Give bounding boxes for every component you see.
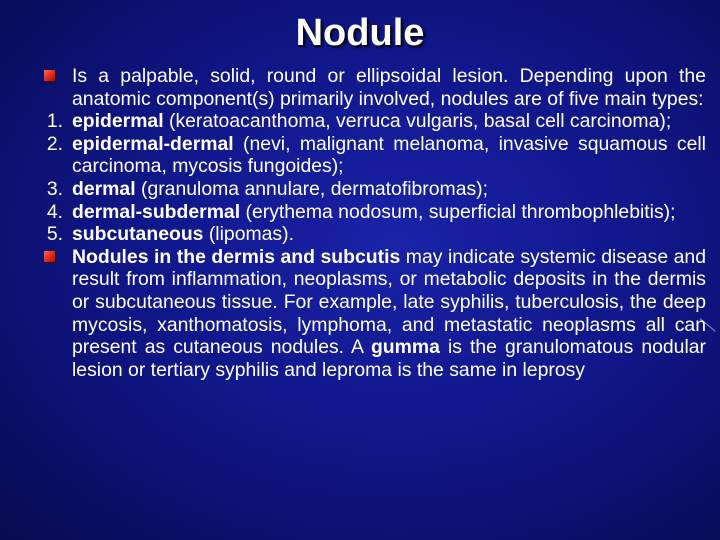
slide-body bbox=[46, 65, 707, 381]
type-term: epidermal-dermal bbox=[72, 132, 234, 155]
type-detail: (granuloma annulare, dermatofibromas); bbox=[135, 177, 489, 200]
intro-text: Is a palpable, solid, round or ellipsoidal lesion. Depending upon the anatomic component(s) primarily involved, nodules are of five main types: bbox=[72, 65, 706, 110]
item-number: 3. bbox=[46, 177, 63, 200]
type-detail: (lipomas). bbox=[203, 223, 294, 246]
intro-paragraph bbox=[72, 65, 706, 110]
type-term: dermal bbox=[72, 177, 136, 200]
closing-text-1: may indicate systemic disease and result from inflammation, neoplasms, or metabolic deposits in the dermis or subcutaneous tissue. For example, late syphilis, tuberculosis, the deep mycosis, xanthomatosis, lymphoma, and metastatic neoplasms all can present as cutaneous nodules. A bbox=[72, 245, 706, 359]
closing-paragraph bbox=[72, 246, 706, 382]
square-bullet-icon bbox=[44, 70, 55, 81]
type-detail: (keratoacanthoma, verruca vulgaris, basal cell carcinoma); bbox=[163, 110, 672, 133]
type-item-2 bbox=[46, 132, 706, 178]
type-item-4 bbox=[46, 200, 706, 224]
item-number: 4. bbox=[46, 200, 63, 223]
type-term: dermal-subdermal bbox=[72, 200, 241, 223]
closing-term: Nodules in the dermis and subcutis bbox=[72, 245, 401, 268]
square-bullet-icon bbox=[44, 251, 55, 262]
type-term: epidermal bbox=[72, 110, 164, 133]
type-term: subcutaneous bbox=[72, 223, 204, 246]
type-item-3 bbox=[46, 177, 706, 201]
type-detail: (erythema nodosum, superficial thrombophlebitis); bbox=[240, 200, 676, 223]
type-detail: (nevi, malignant melanoma, invasive squamous cell carcinoma, mycosis fungoides); bbox=[72, 132, 706, 178]
closing-text-2: is the granulomatous nodular lesion or tertiary syphilis and leproma is the same in leprosy bbox=[72, 336, 707, 381]
slide-title: Nodule bbox=[295, 12, 425, 54]
gumma-term: gumma bbox=[370, 336, 440, 359]
item-number: 1. bbox=[46, 110, 63, 133]
type-item-1 bbox=[46, 110, 706, 133]
type-item-5 bbox=[46, 223, 706, 246]
item-number: 5. bbox=[46, 223, 63, 246]
item-number: 2. bbox=[46, 132, 63, 155]
